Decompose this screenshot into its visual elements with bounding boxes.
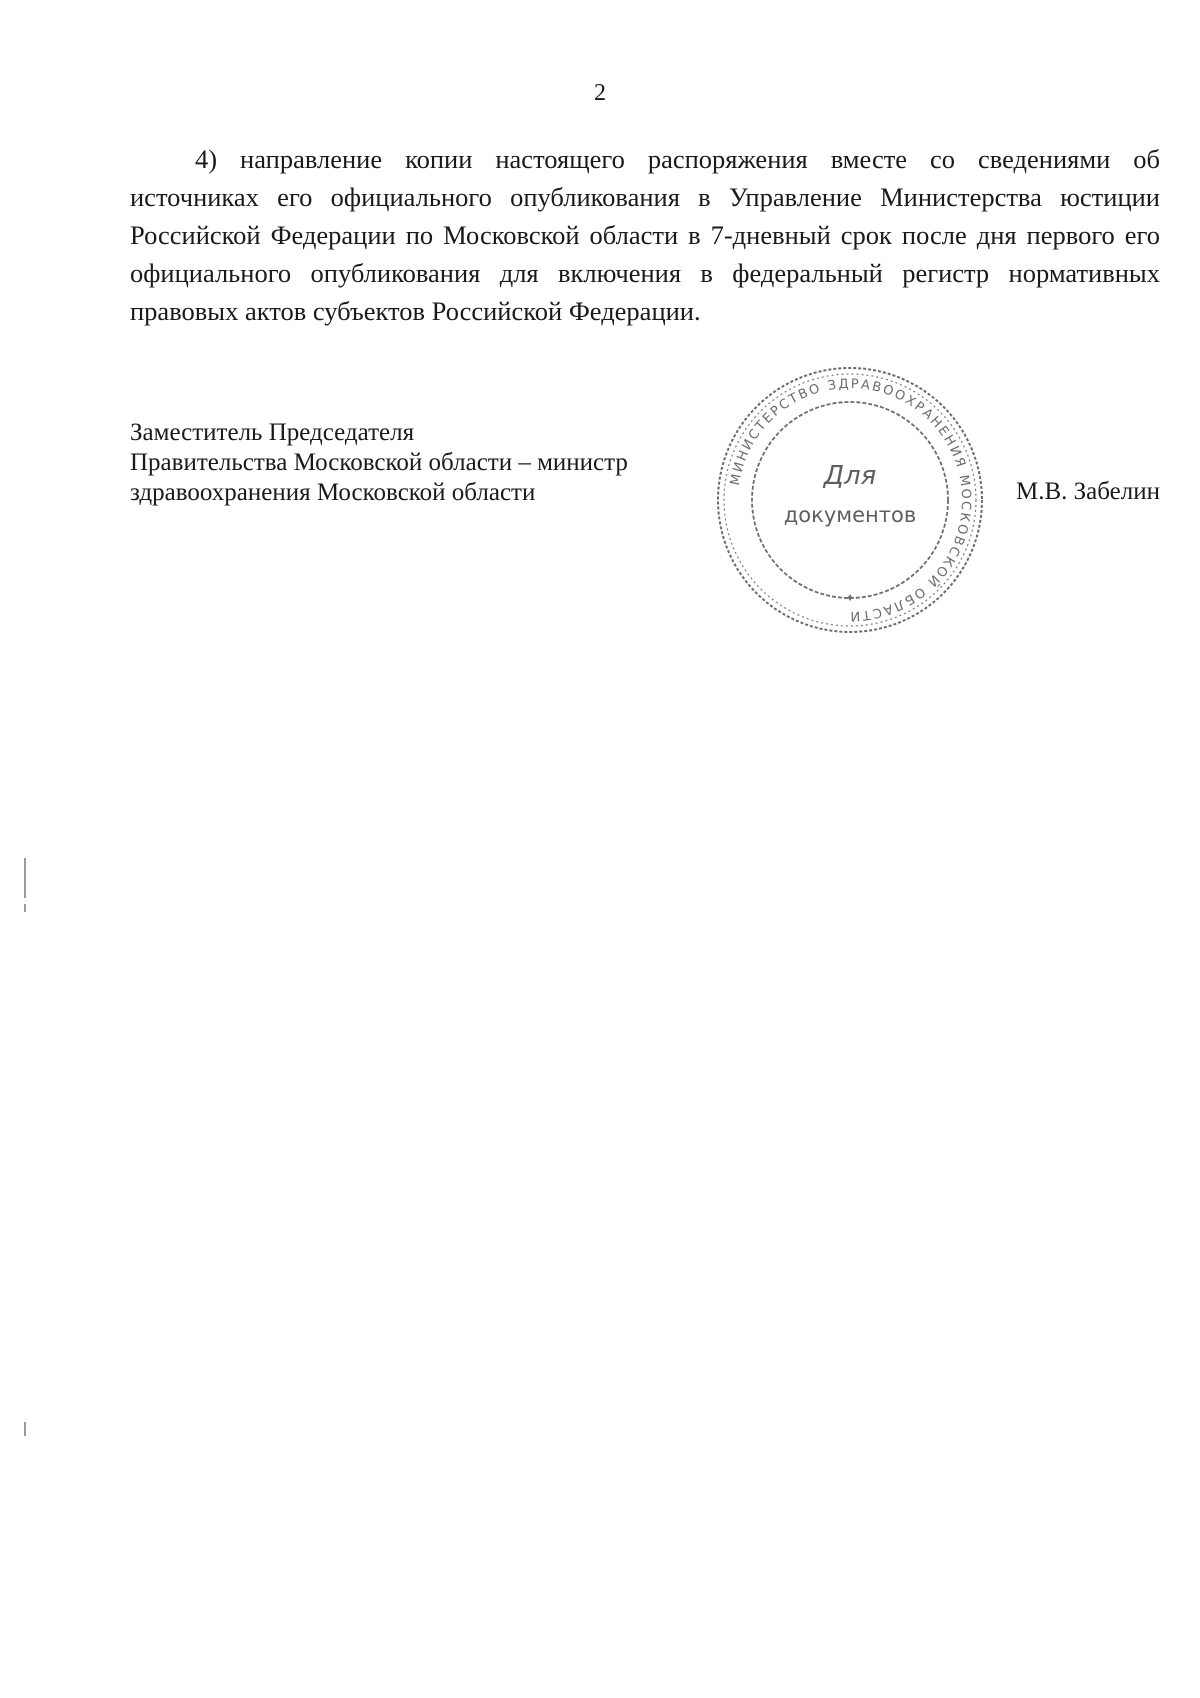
- page-number: 2: [594, 80, 606, 106]
- body-paragraph: 4) направление копии настоящего распоряжения вместе со сведениями об источниках его официального опубликования в Управление Министерства юстиции Российской Федерации по Московской области в 7-дневный срок после дня первого его официального опубликования для включения в федеральный регистр нормативных правовых актов субъектов Российской Федерации.: [130, 144, 1160, 326]
- scan-artifact-mark: [24, 904, 26, 912]
- stamp-center-line-2: документов: [783, 503, 917, 527]
- stamp-center-line-1: Для: [823, 461, 877, 491]
- stamp-star-icon: ✦: [844, 591, 856, 605]
- scan-artifact-mark: [24, 858, 26, 898]
- signer-name: М.В. Забелин: [1016, 478, 1160, 505]
- signature-title: [130, 418, 628, 508]
- stamp-ring-text: МИНИСТЕРСТВО ЗДРАВООХРАНЕНИЯ МОСКОВСКОЙ ОБЛАСТИ: [727, 376, 974, 624]
- signature-title-line-3: здравоохранения Московской области: [130, 479, 536, 506]
- signature-title-line-1: Заместитель Председателя: [130, 419, 415, 446]
- signature-title-line-2: Правительства Московской области – министр: [130, 449, 628, 476]
- official-stamp: [712, 362, 988, 638]
- scan-artifact-mark: [24, 1422, 26, 1436]
